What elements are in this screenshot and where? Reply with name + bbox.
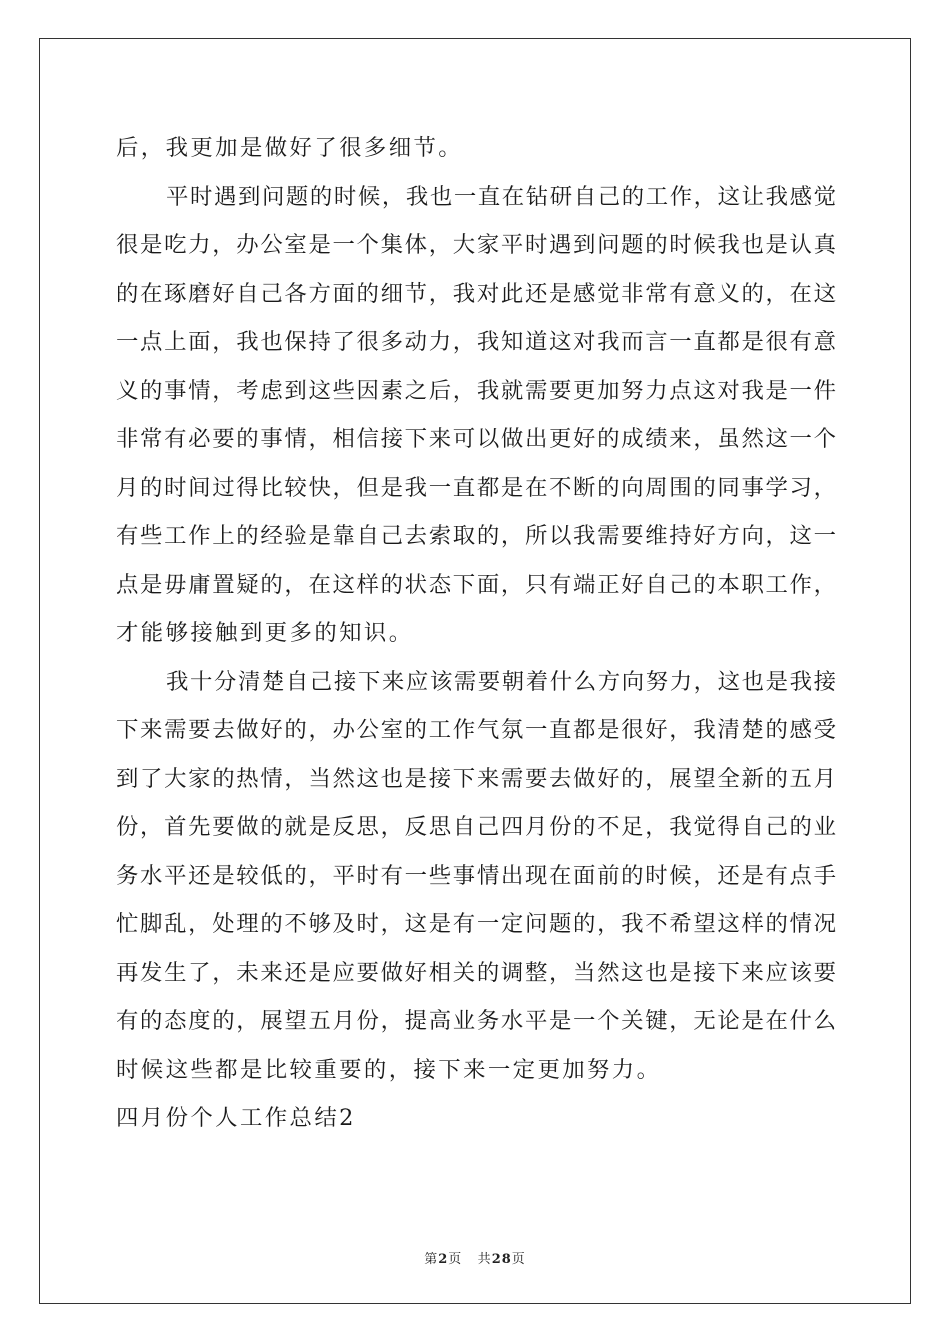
text-line: 一点上面，我也保持了很多动力，我知道这对我而言一直都是很有意: [116, 329, 836, 355]
text-line: 我十分清楚自己接下来应该需要朝着什么方向努力，这也是我接: [166, 668, 836, 695]
total-pages: 28: [491, 1252, 512, 1267]
section-heading: 四月份个人工作总结2: [116, 1105, 356, 1131]
text-line: 很是吃力，办公室是一个集体，大家平时遇到问题的时候我也是认真: [116, 232, 836, 258]
document-body: [116, 124, 836, 1143]
text-line: 时候这些都是比较重要的，接下来一定更加努力。: [116, 1056, 662, 1083]
text-line: 到了大家的热情，当然这也是接下来需要去做好的，展望全新的五月: [116, 765, 836, 792]
footer-prefix: 第: [424, 1252, 439, 1267]
text-line: 再发生了，未来还是应要做好相关的调整，当然这也是接下来应该要: [116, 959, 836, 986]
page-footer: [0, 1248, 950, 1267]
text-line: 非常有必要的事情，相信接下来可以做出更好的成绩来，虽然这一个: [116, 426, 836, 452]
text-line: 的在琢磨好自己各方面的细节，我对此还是感觉非常有意义的，在这: [116, 280, 836, 307]
text-line: 忙脚乱，处理的不够及时，这是有一定问题的，我不希望这样的情况: [116, 911, 836, 937]
footer-total-prefix: 共: [477, 1252, 492, 1267]
text-line: 下来需要去做好的，办公室的工作气氛一直都是很好，我清楚的感受: [116, 717, 836, 743]
text-line: 平时遇到问题的时候，我也一直在钻研自己的工作，这让我感觉: [166, 183, 836, 210]
text-line: 义的事情，考虑到这些因素之后，我就需要更加努力点这对我是一件: [116, 377, 836, 404]
page-number: 2: [438, 1252, 449, 1267]
text-line: 月的时间过得比较快，但是我一直都是在不断的向周围的同事学习，: [116, 474, 836, 501]
text-line: 务水平还是较低的，平时有一些事情出现在面前的时候，还是有点手: [116, 862, 836, 889]
text-line: 才能够接触到更多的知识。: [116, 620, 414, 646]
footer-page-unit: 页: [448, 1252, 463, 1267]
text-line: 点是毋庸置疑的，在这样的状态下面，只有端正好自己的本职工作，: [116, 571, 836, 598]
text-line: 有的态度的，展望五月份，提高业务水平是一个关键，无论是在什么: [116, 1008, 836, 1034]
text-line: 后，我更加是做好了很多细节。: [116, 135, 464, 161]
text-line: 有些工作上的经验是靠自己去索取的，所以我需要维持好方向，这一: [116, 523, 836, 549]
text-line: 份，首先要做的就是反思，反思自己四月份的不足，我觉得自己的业: [116, 814, 836, 840]
footer-total-unit: 页: [511, 1252, 526, 1267]
